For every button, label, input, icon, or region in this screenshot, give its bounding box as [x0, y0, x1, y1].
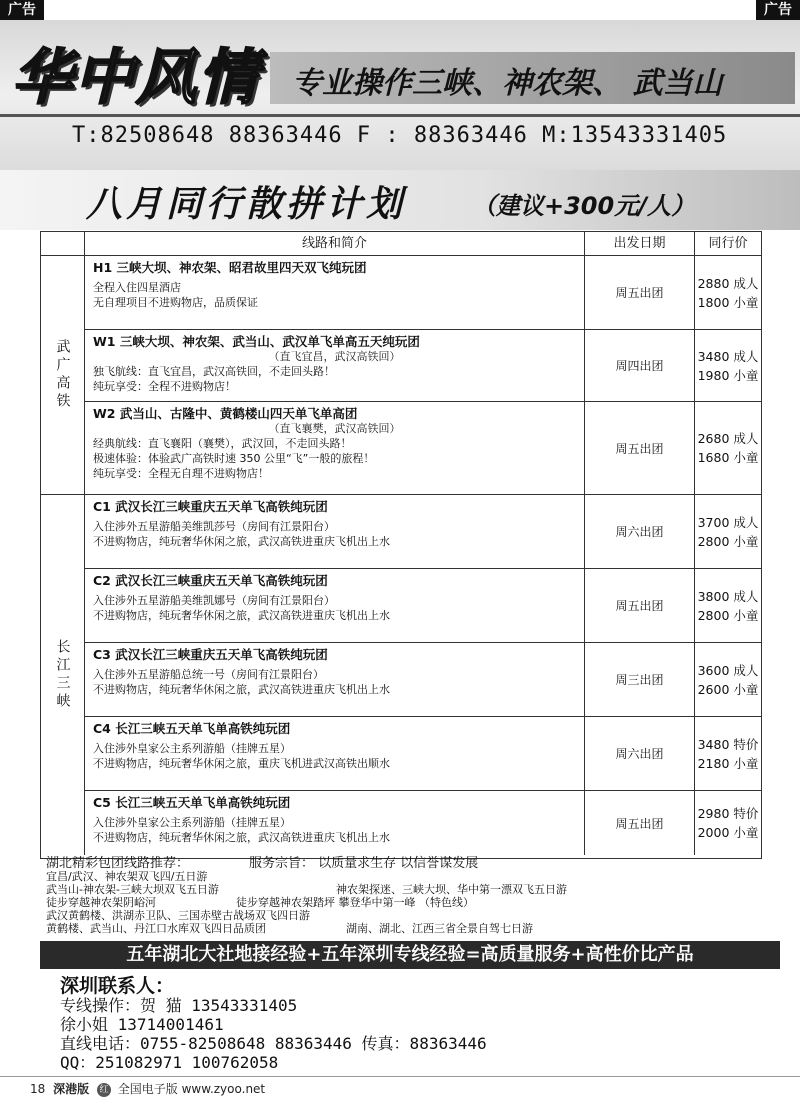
route-row [85, 717, 761, 791]
price-cell: 2980 特价 2000 小童 [697, 806, 759, 840]
price-cell: 3480 特价 2180 小童 [697, 736, 759, 771]
route-line: 不进购物店，纯玩奢华休闲之旅，武汉高铁进重庆飞机出上水 [93, 609, 390, 622]
price-cell: 2880 成人 1800 小童 [697, 275, 759, 310]
slogan: 专业操作三峡、神农架、 武当山 [292, 66, 723, 101]
header-departure: 出发日期 [585, 232, 695, 255]
brand-logo: 华中风情 [12, 43, 260, 113]
route-line: 不进购物店，纯玩奢华休闲之旅，武汉高铁进重庆飞机出上水 [93, 535, 390, 548]
route-line: 不进购物店，纯玩奢华休闲之旅，武汉高铁进重庆飞机出上水 [93, 831, 390, 844]
edition-badge-icon: 红 [97, 1083, 111, 1097]
plan-note: （建议+300元/人） [472, 192, 695, 220]
recommend-row: 武当山-神农架-三峡大坝双飞五日游 神农架探迷、三峡大坝、华中第一漂双飞五日游 [46, 883, 567, 896]
route-table [40, 231, 762, 859]
route-line: 无自理项目不进购物店，品质保证 [93, 296, 258, 309]
route-name: H1 三峡大坝、神农架、昭君故里四天双飞纯玩团 [93, 260, 367, 275]
route-name: C4 长江三峡五天单飞单高铁纯玩团 [93, 721, 291, 736]
region-label: 长江三峡 [41, 495, 85, 855]
ad-label-right: 广告 [756, 0, 800, 20]
header-price: 同行价 [708, 236, 748, 251]
header-contacts: T:82508648 88363446 F : 88363446 M:13543331405 [72, 123, 728, 148]
route-line: 入住涉外皇家公主系列游船（挂牌五星） [93, 742, 291, 755]
shenzhen-contact-title: 深圳联系人： [60, 975, 175, 997]
contact-line: 直线电话：0755-82508648 88363446 传真：88363446 [60, 1034, 487, 1053]
departure: 周四出团 [585, 330, 695, 401]
price-cell: 2680 成人 1680 小童 [697, 431, 759, 465]
route-row [85, 256, 761, 330]
ad-label-left: 广告 [0, 0, 44, 20]
table-header [41, 232, 761, 256]
route-name: C5 长江三峡五天单飞单高铁纯玩团 [93, 795, 291, 810]
region-label: 武广高铁 [41, 256, 85, 494]
departure: 周三出团 [585, 643, 695, 716]
route-row [85, 569, 761, 643]
header-region [41, 232, 85, 255]
route-line: 入住涉外五星游船美维凯娜号（房间有江景阳台） [93, 594, 335, 607]
contact-line: QQ：251082971 100762058 [60, 1053, 279, 1072]
route-sub: （直飞襄樊，武汉高铁回） [268, 422, 401, 435]
departure: 周五出团 [585, 256, 695, 329]
route-row [85, 643, 761, 717]
site-link[interactable]: 全国电子版 www.zyoo.net [117, 1082, 266, 1096]
route-line: 不进购物店，纯玩奢华休闲之旅，重庆飞机进武汉高铁出顺水 [93, 757, 390, 770]
departure: 周六出团 [585, 495, 695, 568]
route-line: 入住涉外五星游船美维凯莎号（房间有江景阳台） [93, 520, 335, 533]
route-line: 全程入住四星酒店 [93, 281, 181, 294]
route-line: 入住涉外五星游船总统一号（房间有江景阳台） [93, 668, 324, 681]
recommend-row: 黄鹤楼、武当山、丹江口水库双飞四日品质团 湖南、湖北、江西三省全景自驾七日游 [46, 922, 533, 935]
route-sub: （直飞宜昌，武汉高铁回） [268, 350, 401, 363]
route-line: 经典航线：直飞襄阳（襄樊），武汉回，不走回头路！ [93, 437, 352, 450]
route-name: W1 三峡大坝、神农架、武当山、武汉单飞单高五天纯玩团 [93, 334, 420, 349]
route-line: 不进购物店，纯玩奢华休闲之旅，武汉高铁进重庆飞机出上水 [93, 683, 390, 696]
route-row [85, 791, 761, 855]
header-route: 线路和简介 [85, 232, 585, 255]
route-line: 独飞航线：直飞宜昌，武汉高铁回，不走回头路！ [93, 365, 335, 378]
route-name: C2 武汉长江三峡重庆五天单飞高铁纯玩团 [93, 573, 328, 588]
recommend-title: 湖北精彩包团线路推荐： [46, 856, 190, 871]
route-line: 纯玩享受：全程无自理不进购物店！ [93, 467, 269, 480]
route-line: 极速体验：体验武广高铁时速 350 公里“飞”一般的旅程！ [93, 452, 375, 465]
price-cell: 3800 成人 2800 小童 [697, 588, 759, 623]
service-motto: 服务宗旨： 以质量求生存 以信誉谋发展 [249, 856, 479, 871]
group-wuguang [41, 256, 761, 495]
departure: 周五出团 [585, 791, 695, 855]
experience-banner: 五年湖北大社地接经验+五年深圳专线经验=高质量服务+高性价比产品 [40, 941, 780, 969]
price-cell: 3480 成人 1980 小童 [697, 348, 759, 383]
plan-title: 八月同行散拼计划 [86, 184, 407, 225]
contact-line: 徐小姐 13714001461 [60, 1015, 224, 1034]
route-row [85, 402, 761, 494]
departure: 周六出团 [585, 717, 695, 790]
group-changjiang [41, 495, 761, 855]
route-line: 入住涉外皇家公主系列游船（挂牌五星） [93, 816, 291, 829]
departure: 周五出团 [585, 402, 695, 494]
page-number: 18 [30, 1082, 46, 1096]
route-row [85, 330, 761, 402]
route-name: W2 武当山、古隆中、黄鹤楼山四天单飞单高团 [93, 406, 358, 421]
route-name: C1 武汉长江三峡重庆五天单飞高铁纯玩团 [93, 499, 328, 514]
recommend-row: 徒步穿越神农架阴峪河 徒步穿越神农架踏坪 攀登华中第一峰 （特色线） [46, 896, 474, 909]
route-row [85, 495, 761, 569]
route-name: C3 武汉长江三峡重庆五天单飞高铁纯玩团 [93, 647, 328, 662]
price-cell: 3700 成人 2800 小童 [697, 514, 759, 549]
route-line: 纯玩享受：全程不进购物店！ [93, 380, 236, 393]
price-cell: 3600 成人 2600 小童 [697, 662, 759, 697]
header-divider [0, 114, 800, 117]
recommend-row: 宜昌/武汉、神农架双飞四/五日游 [46, 870, 208, 883]
contact-line: 专线操作：贺 猫 13543331405 [60, 996, 298, 1015]
page-footer [0, 1076, 800, 1100]
edition-label: 深港版 [53, 1082, 90, 1096]
recommend-row: 武汉黄鹤楼、洪湖赤卫队、三国赤壁古战场双飞四日游 [46, 909, 310, 922]
recommend-section [46, 857, 766, 935]
departure: 周五出团 [585, 569, 695, 642]
